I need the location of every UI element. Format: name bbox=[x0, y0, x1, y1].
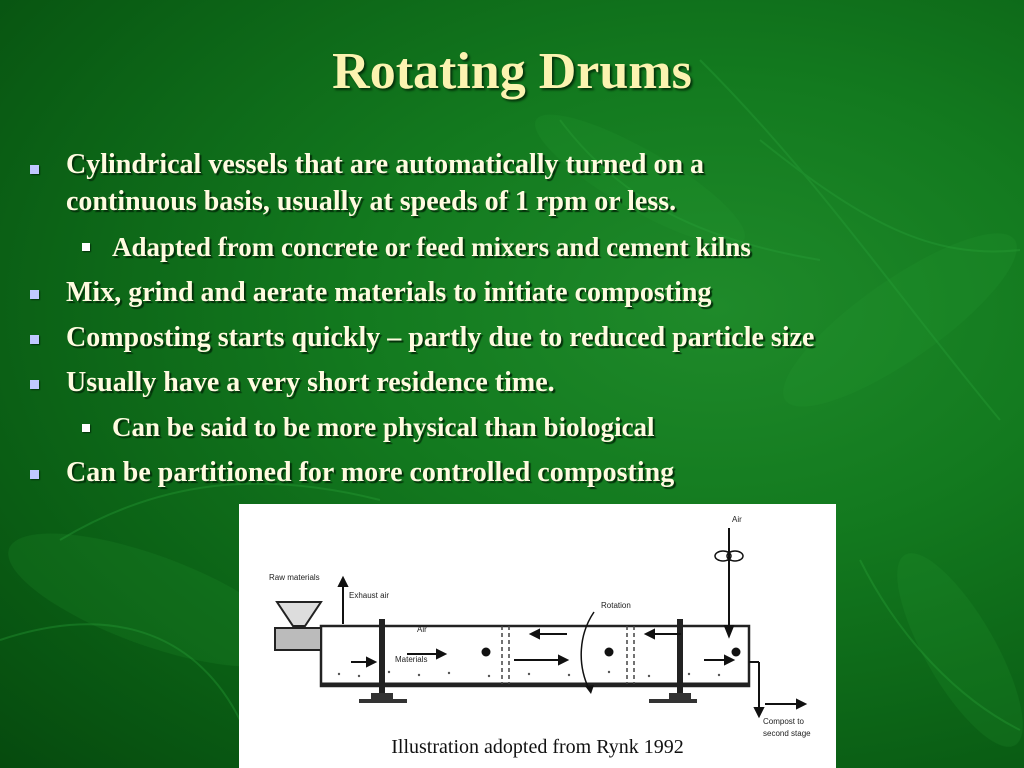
raw-materials-label: Raw materials bbox=[269, 573, 320, 582]
bullet-line: Cylindrical vessels that are automatically turned on a bbox=[66, 149, 705, 180]
bullet-marker bbox=[30, 335, 39, 344]
exhaust-air-label: Exhaust air bbox=[349, 591, 390, 600]
rotation-label: Rotation bbox=[601, 601, 631, 610]
air-inner-label: Air bbox=[417, 625, 427, 634]
bullet-marker bbox=[30, 165, 39, 174]
bullet-marker bbox=[30, 470, 39, 479]
bullet-line: Composting starts quickly – partly due to reduced particle size bbox=[66, 322, 815, 353]
compost-label-1: Compost to bbox=[763, 717, 804, 726]
bullet-line: Adapted from concrete or feed mixers and cement kilns bbox=[112, 232, 751, 262]
bullet-line: Can be said to be more physical than biological bbox=[112, 412, 655, 442]
figure-caption: Illustration adopted from Rynk 1992 bbox=[391, 736, 684, 758]
slide-title: Rotating Drums bbox=[332, 43, 692, 100]
bullet-line: Can be partitioned for more controlled composting bbox=[66, 457, 675, 488]
air-top-label: Air bbox=[732, 515, 742, 524]
bullet-marker bbox=[30, 380, 39, 389]
bullet-line: continuous basis, usually at speeds of 1 rpm or less. bbox=[66, 186, 677, 217]
materials-label: Materials bbox=[395, 655, 428, 664]
sub-bullet-marker bbox=[82, 424, 90, 432]
drum-diagram bbox=[239, 504, 836, 768]
rotating-drum-figure bbox=[239, 504, 836, 768]
sub-bullet-marker bbox=[82, 243, 90, 251]
bullet-line: Mix, grind and aerate materials to initiate composting bbox=[66, 277, 712, 308]
compost-label-2: second stage bbox=[763, 729, 811, 738]
bullet-line: Usually have a very short residence time. bbox=[66, 367, 555, 398]
bullet-marker bbox=[30, 290, 39, 299]
